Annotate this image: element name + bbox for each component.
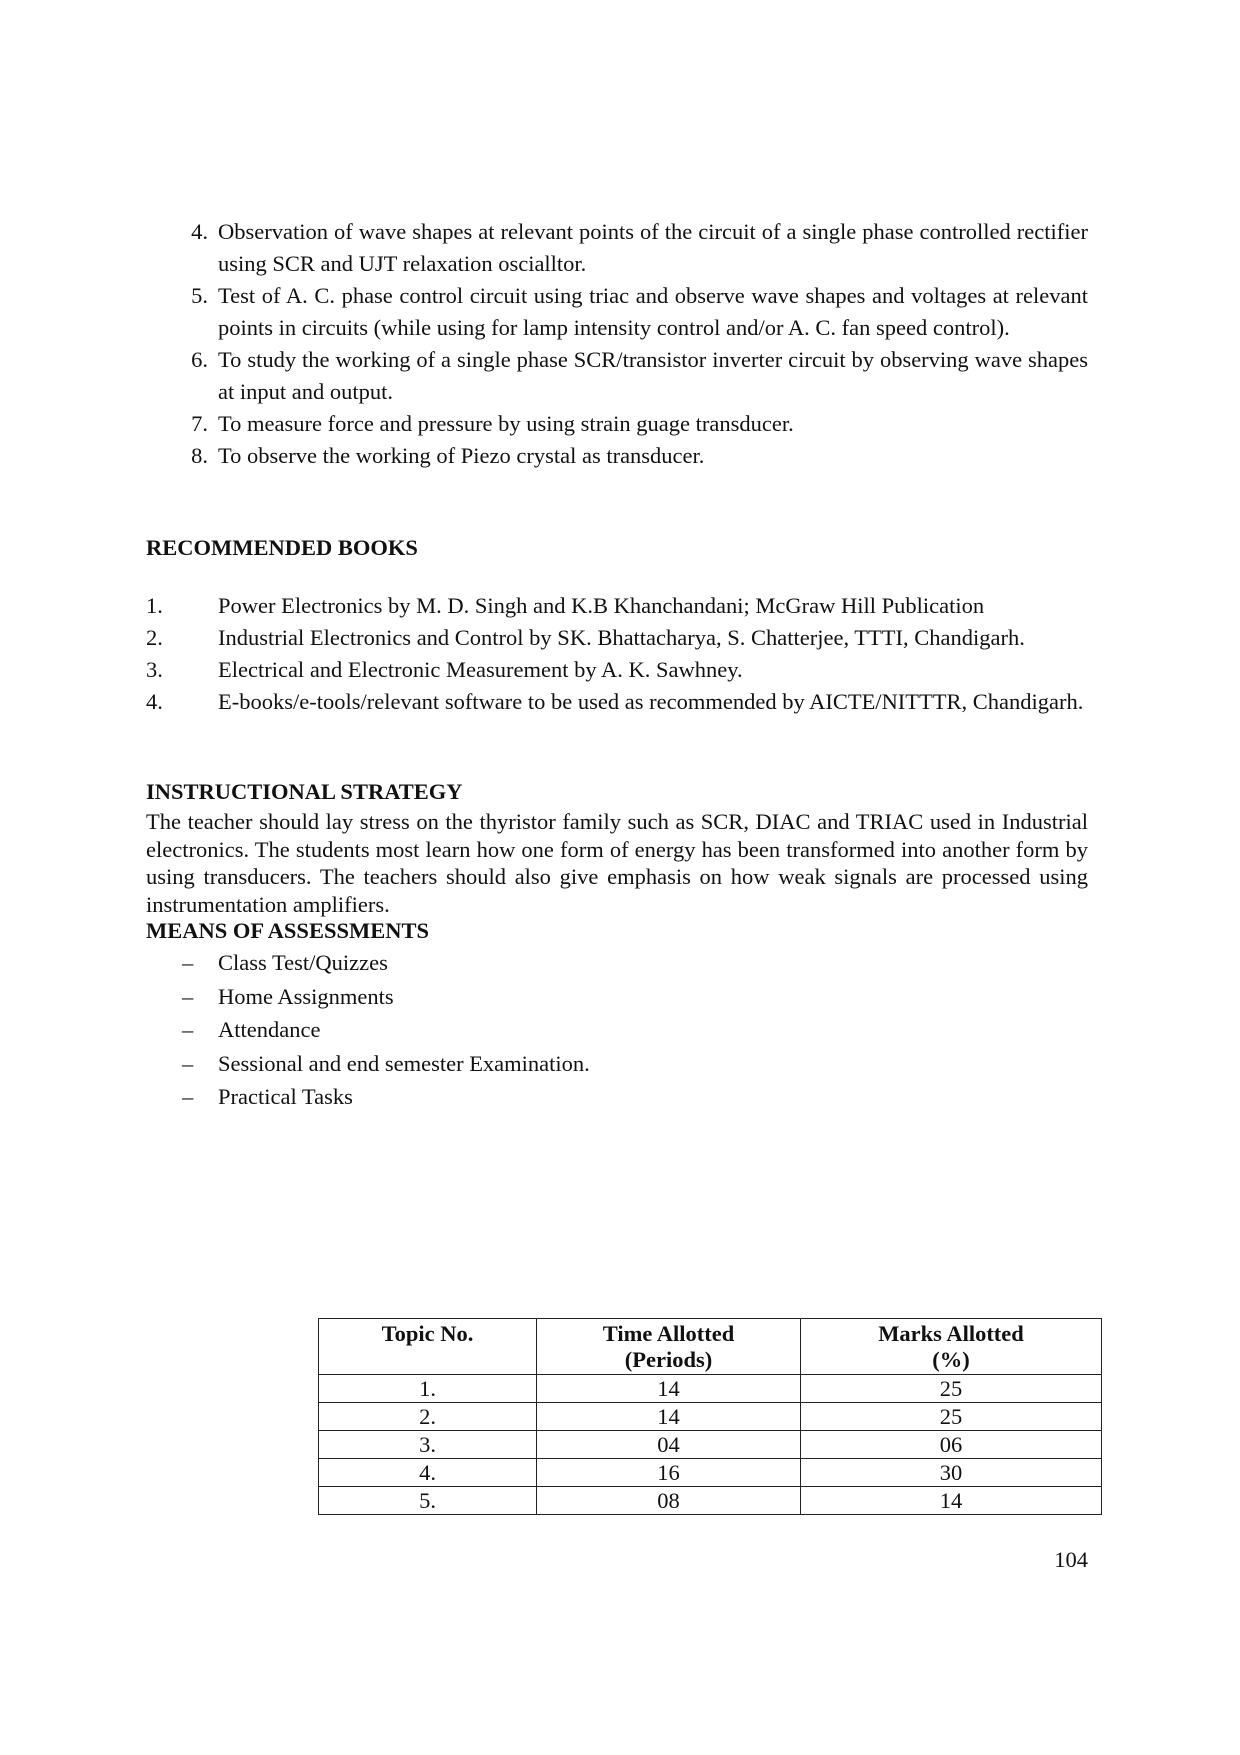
table-cell: 14 — [537, 1403, 801, 1431]
item-text: Class Test/Quizzes — [218, 950, 388, 975]
table-cell: 14 — [801, 1487, 1102, 1515]
table-cell: 4. — [319, 1459, 537, 1487]
list-item — [182, 1080, 590, 1114]
item-number: 4. — [146, 689, 163, 714]
item-number: 2. — [146, 625, 163, 650]
list-item — [178, 408, 1088, 440]
bullet-dash: – — [182, 950, 194, 975]
item-text: Practical Tasks — [218, 1084, 353, 1109]
header-line — [319, 1347, 536, 1373]
header-line: (Periods) — [624, 1347, 713, 1372]
item-text: Industrial Electronics and Control by SK. Bhattacharya, S. Chatterjee, TTTI, Chandigarh. — [218, 625, 1025, 650]
list-item — [178, 216, 1088, 280]
table-cell: 06 — [801, 1431, 1102, 1459]
recommended-books-list — [146, 590, 1088, 718]
list-item — [182, 1047, 590, 1081]
table-row — [319, 1487, 1102, 1515]
list-item — [178, 440, 1088, 472]
item-number: 6. — [191, 347, 208, 372]
item-number: 4. — [191, 219, 208, 244]
item-number: 7. — [191, 411, 208, 436]
item-text: To observe the working of Piezo crystal as transducer. — [218, 443, 705, 468]
table-cell: 25 — [801, 1375, 1102, 1403]
bullet-dash: – — [182, 983, 194, 1009]
item-number: 5. — [191, 283, 208, 308]
item-text: Attendance — [218, 1017, 321, 1042]
table-cell: 25 — [801, 1403, 1102, 1431]
list-item — [182, 980, 590, 1014]
table-cell: 30 — [801, 1459, 1102, 1487]
item-text: Power Electronics by M. D. Singh and K.B Khanchandani; McGraw Hill Publication — [218, 593, 985, 618]
table-cell: 2. — [319, 1403, 537, 1431]
item-number: 1. — [146, 593, 163, 618]
allotment-table — [318, 1318, 1102, 1515]
item-text: Electrical and Electronic Measurement by A. K. Sawhney. — [218, 657, 743, 682]
header-line: Time Allotted — [602, 1321, 735, 1346]
item-text: Sessional and end semester Examination. — [218, 1050, 590, 1076]
column-header-time — [537, 1319, 801, 1375]
list-item — [182, 946, 590, 980]
instructional-strategy-paragraph: The teacher should lay stress on the thyristor family such as SCR, DIAC and TRIAC used in Industrial electronics. The students most learn how one form of energy has been transformed into another form by using transducers. The teachers should also give emphasis on how weak signals are processed using instrumentation amplifiers. — [146, 809, 1088, 917]
list-item — [178, 344, 1088, 408]
item-text: Home Assignments — [218, 983, 394, 1009]
page-number: 104 — [1054, 1547, 1088, 1572]
table-cell: 08 — [537, 1487, 801, 1515]
table-row — [319, 1375, 1102, 1403]
table-cell: 04 — [537, 1431, 801, 1459]
bullet-dash: – — [182, 1017, 194, 1042]
header-line: Marks Allotted — [878, 1321, 1024, 1346]
column-header-marks — [801, 1319, 1102, 1375]
list-item — [178, 280, 1088, 344]
item-text: To study the working of a single phase SCR/transistor inverter circuit by observing wave shapes at input and output. — [218, 347, 1088, 404]
table-row — [319, 1403, 1102, 1431]
item-text: Observation of wave shapes at relevant points of the circuit of a single phase controlled rectifier using SCR and UJT relaxation oscialltor. — [218, 219, 1088, 276]
list-item — [146, 686, 1088, 718]
list-item — [146, 622, 1088, 654]
item-number: 8. — [191, 443, 208, 468]
practical-experiments-list — [178, 216, 1088, 472]
recommended-books-heading: RECOMMENDED BOOKS — [146, 535, 418, 560]
item-text: Test of A. C. phase control circuit using triac and observe wave shapes and voltages at relevant points in circuits (while using for lamp intensity control and/or A. C. fan speed control). — [218, 283, 1088, 340]
bullet-dash: – — [182, 1050, 194, 1076]
list-item — [182, 1013, 590, 1047]
column-header-topic — [319, 1319, 537, 1375]
list-item — [146, 654, 1088, 686]
header-line: (%) — [932, 1347, 970, 1372]
table-cell: 3. — [319, 1431, 537, 1459]
table-cell: 1. — [319, 1375, 537, 1403]
item-text: E-books/e-tools/relevant software to be used as recommended by AICTE/NITTTR, Chandigarh. — [218, 689, 1084, 714]
list-item — [146, 590, 1088, 622]
table-cell: 5. — [319, 1487, 537, 1515]
item-number: 3. — [146, 657, 163, 682]
table-cell: 16 — [537, 1459, 801, 1487]
means-of-assessments-heading: MEANS OF ASSESSMENTS — [146, 918, 429, 943]
table-cell: 14 — [537, 1375, 801, 1403]
assessment-list — [182, 946, 590, 1114]
bullet-dash: – — [182, 1084, 194, 1109]
table-row — [319, 1431, 1102, 1459]
table-row — [319, 1459, 1102, 1487]
table-header-row — [319, 1319, 1102, 1375]
item-text: To measure force and pressure by using strain guage transducer. — [218, 411, 794, 436]
instructional-strategy-heading: INSTRUCTIONAL STRATEGY — [146, 779, 463, 804]
header-line: Topic No. — [381, 1321, 474, 1346]
